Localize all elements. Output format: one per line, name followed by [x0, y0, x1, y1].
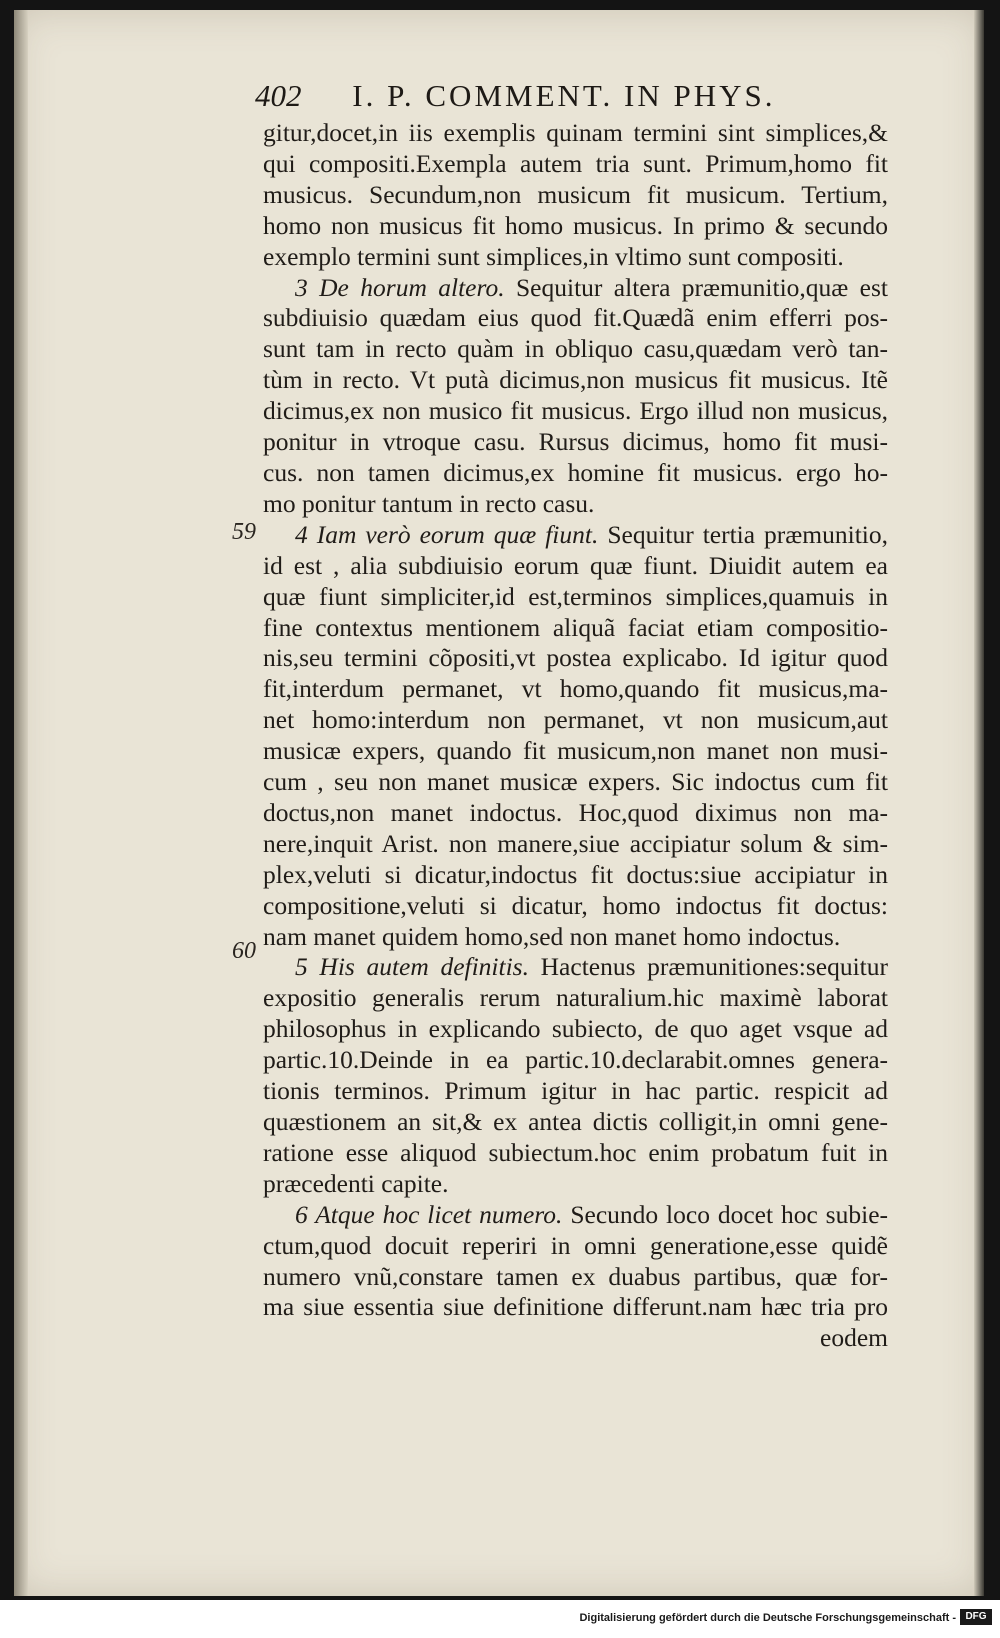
line-text: nere,inquit Arist. non manere,siue accipiatur solum & sim-: [263, 828, 888, 858]
line-text: cum , seu non manet musicæ expers. Sic indoctus cum fit: [263, 767, 888, 797]
line-text: plex,veluti si dicatur,indoctus fit doctus:siue accipiatur in: [263, 859, 888, 889]
text-line: [263, 952, 888, 983]
line-text: Secundo loco docet hoc subie-: [570, 1199, 888, 1229]
line-text: quæ fiunt simpliciter,id est,terminos simplices,quamuis in: [263, 581, 888, 611]
line-text: dicimus,ex non musico fit musicus. Ergo illud non musicus,: [263, 396, 888, 426]
line-text: net homo:interdum non permanet, vt non musicum,aut: [263, 705, 888, 735]
text-line: [263, 613, 888, 644]
text-line: [263, 736, 888, 767]
line-text: eodem: [820, 1323, 888, 1353]
lemma: 6 Atque hoc licet numero.: [295, 1199, 563, 1229]
page-number: 402: [255, 78, 302, 113]
text-line: [263, 1200, 888, 1231]
line-text: fit,interdum permanet, vt homo,quando fit musicus,ma-: [263, 674, 888, 704]
text-line: [263, 1045, 888, 1076]
text-line: [263, 1138, 888, 1169]
line-text: Sequitur altera præmunitio,quæ est: [516, 272, 888, 302]
line-text: doctus,non manet indoctus. Hoc,quod diximus non ma-: [263, 797, 888, 827]
text-line: [263, 489, 888, 520]
line-text: nis,seu termini cõpositi,vt postea explicabo. Id igitur quod: [263, 643, 888, 673]
text-line: [263, 1014, 888, 1045]
line-text: exemplo termini sunt simplices,in vltimo sunt compositi.: [263, 241, 844, 271]
text-line: [263, 334, 888, 365]
text-line: [263, 767, 888, 798]
text-line: [263, 674, 888, 705]
line-text: nam manet quidem homo,sed non manet homo indoctus.: [263, 921, 841, 951]
line-text: Sequitur tertia præmunitio,: [607, 519, 888, 549]
line-text: mo ponitur tantum in recto casu.: [263, 488, 595, 518]
page-edge: [974, 10, 984, 1596]
text-line: [263, 365, 888, 396]
line-text: quæstionem an sit,& ex antea dictis colligit,in omni gene-: [263, 1107, 888, 1136]
text-line: [263, 891, 888, 922]
dfg-logo: DFG: [960, 1609, 992, 1625]
text-line: [263, 396, 888, 427]
running-head: [255, 78, 875, 114]
line-text: tionis terminos. Primum igitur in hac partic. respicit ad: [263, 1076, 888, 1106]
text-line: [263, 582, 888, 613]
line-text: gitur,docet,in iis exemplis quinam termini sint simplices,&: [263, 118, 888, 147]
margin-note-59: 59: [232, 519, 256, 545]
line-text: subdiuisio quædam eius quod fit.Quædã enim efferri pos-: [263, 303, 888, 333]
line-text: numero vnũ,constare tamen ex duabus partibus, quæ for-: [263, 1261, 888, 1291]
text-line: [263, 860, 888, 891]
text-line: [263, 303, 888, 334]
line-text: præcedenti capite.: [263, 1168, 449, 1198]
lemma: 4 Iam verò eorum quæ fiunt.: [295, 519, 599, 549]
text-line: [263, 1107, 888, 1138]
text-line: [263, 922, 888, 953]
line-text: id est , alia subdiuisio eorum quæ fiunt. Diuidit autem ea: [263, 550, 888, 580]
line-text: philosophus in explicando subiecto, de quo aget vsque ad: [263, 1014, 888, 1044]
line-text: fine contextus mentionem aliquã faciat etiam compositio-: [263, 612, 888, 642]
text-line: [263, 1262, 888, 1293]
text-line: [263, 273, 888, 304]
text-line: [263, 1323, 888, 1354]
line-text: cus. non tamen dicimus,ex homine fit musicus. ergo ho-: [263, 457, 888, 487]
line-text: musicus. Secundum,non musicum fit musicum. Tertium,: [263, 179, 888, 209]
text-line: [263, 1231, 888, 1262]
text-line: [263, 798, 888, 829]
text-line: [263, 180, 888, 211]
page-gutter: [14, 10, 28, 1596]
line-text: ctum,quod docuit reperiri in omni generatione,esse quidẽ: [263, 1230, 888, 1260]
line-text: homo non musicus fit homo musicus. In primo & secundo: [263, 210, 888, 240]
text-line: [263, 1169, 888, 1200]
body-text: [263, 118, 888, 1354]
line-text: ma siue essentia siue definitione differunt.nam hæc tria pro: [263, 1292, 888, 1322]
line-text: expositio generalis rerum naturalium.hic maximè laborat: [263, 983, 888, 1013]
text-line: [263, 1076, 888, 1107]
line-text: partic.10.Deinde in ea partic.10.declarabit.omnes genera-: [263, 1045, 888, 1075]
line-text: compositione,veluti si dicatur, homo indoctus fit doctus:: [263, 890, 888, 920]
line-text: qui compositi.Exempla autem tria sunt. Primum,homo fit: [263, 148, 888, 178]
text-line: [263, 458, 888, 489]
text-line: [263, 118, 888, 149]
footer-credit: Digitalisierung gefördert durch die Deutsche Forschungsgemeinschaft -: [579, 1612, 956, 1624]
line-text: musicæ expers, quando fit musicum,non manet non musi-: [263, 736, 888, 766]
text-line: [263, 829, 888, 860]
lemma: 5 His autem definitis.: [295, 952, 529, 982]
lemma: 3 De horum altero.: [295, 272, 505, 302]
text-line: [263, 643, 888, 674]
text-line: [263, 211, 888, 242]
text-line: [263, 551, 888, 582]
running-title: I. P. COMMENT. IN PHYS.: [352, 78, 776, 113]
line-text: tùm in recto. Vt putà dicimus,non musicus fit musicus. Itẽ: [263, 365, 888, 395]
text-line: [263, 427, 888, 458]
text-line: [263, 242, 888, 273]
line-text: ponitur in vtroque casu. Rursus dicimus, homo fit musi-: [263, 427, 888, 457]
text-line: [263, 983, 888, 1014]
line-text: sunt tam in recto quàm in obliquo casu,quædam verò tan-: [263, 334, 888, 364]
text-line: [263, 149, 888, 180]
line-text: Hactenus præmunitiones:sequitur: [540, 952, 888, 982]
text-line: [263, 520, 888, 551]
line-text: ratione esse aliquod subiectum.hoc enim probatum fuit in: [263, 1137, 888, 1167]
margin-note-60: 60: [232, 938, 256, 964]
text-line: [263, 705, 888, 736]
text-line: [263, 1292, 888, 1323]
